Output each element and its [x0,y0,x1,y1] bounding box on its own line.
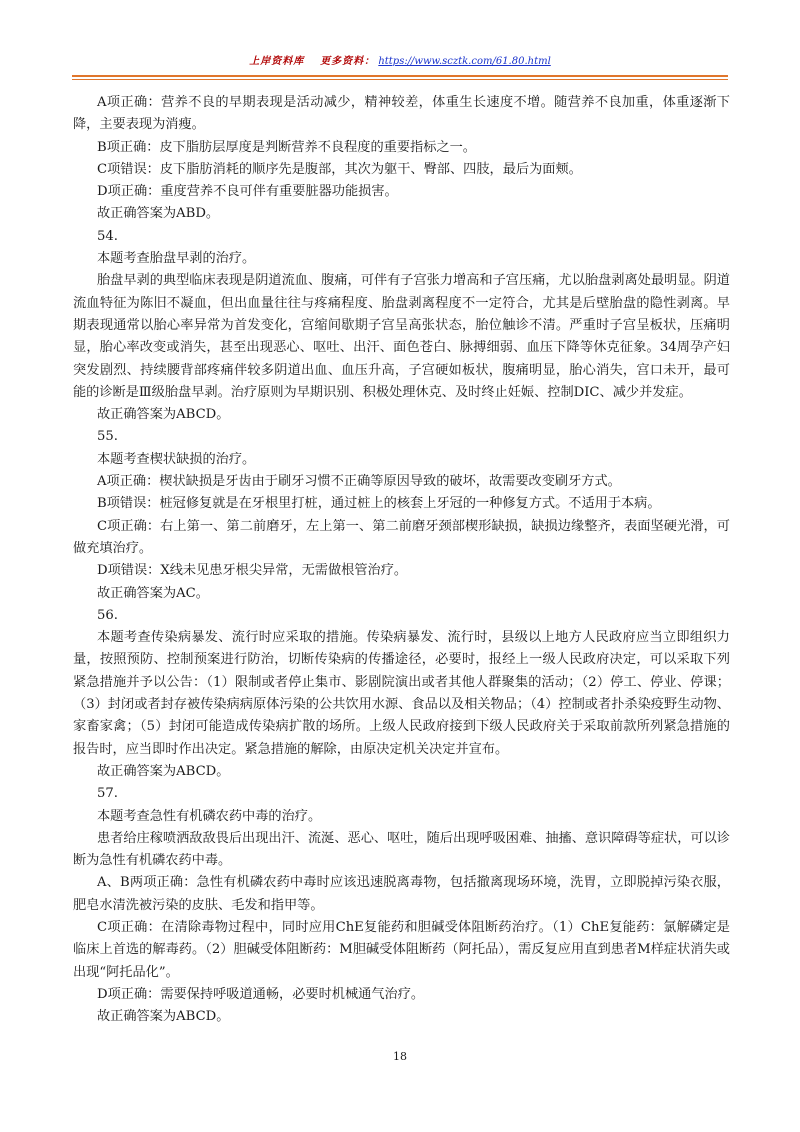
paragraph: 本题考查胎盘早剥的治疗。 [97,251,256,267]
page-content [73,92,730,1028]
paragraph: D项正确：需要保持呼吸道通畅，必要时机械通气治疗。 [97,986,425,1002]
paragraph: D项错误：X线未见患牙根尖异常，无需做根管治疗。 [97,563,408,579]
paragraph: 故正确答案为ABCD。 [97,763,230,779]
paragraph: 患者给庄稼喷洒敌敌畏后出现出汗、流涎、恶心、呕吐，随后出现呼吸困难、抽搐、意识障碍等症状，可以诊断为急性有机磷农药中毒。 [73,830,730,869]
paragraph: 故正确答案为ABCD。 [97,407,230,423]
question-number: 55. [97,429,118,445]
paragraph: B项正确：皮下脂肪层厚度是判断营养不良程度的重要指标之一。 [97,139,476,155]
page-header [0,52,800,67]
paragraph: A项正确：楔状缺损是牙齿由于刷牙习惯不正确等原因导致的破坏，故需要改变刷牙方式。 [97,474,621,490]
header-url-link[interactable]: https://www.scztk.com/61.80.html [378,56,551,67]
paragraph: 本题考查急性有机磷农药中毒的治疗。 [97,808,322,824]
paragraph: B项错误：桩冠修复就是在牙根里打桩，通过桩上的核套上牙冠的一种修复方式。不适用于本病。 [97,496,661,512]
paragraph: 故正确答案为AC。 [97,585,209,601]
header-more-label: 更多资料： [320,56,376,67]
question-number: 54. [97,228,118,244]
paragraph: 胎盘早剥的典型临床表现是阴道流血、腹痛，可伴有子宫张力增高和子宫压痛，尤以胎盘剥离处最明显。阴道流血特征为陈旧不凝血，但出血量往往与疼痛程度、胎盘剥离程度不一定符合，尤其是后壁胎盘的隐性剥离。早期表现通常以胎心率异常为首发变化，宫缩间歇期子宫呈高张状态，胎位触诊不清。严重时子宫呈板状，压痛明显，胎心率改变或消失，甚至出现恶心、呕吐、出汗、面色苍白、脉搏细弱、血压下降等休克征象。34周孕产妇突发剧烈、持续腰背部疼痛伴较多阴道出血、血压升高，子宫硬如板状，腹痛明显，胎心消失，宫口未开，最可能的诊断是Ⅲ级胎盘早剥。治疗原则为早期识别、积极处理休克、及时终止妊娠、控制DIC、减少并发症。 [73,273,730,400]
page-number: 18 [393,1050,407,1063]
paragraph: C项正确：在清除毒物过程中，同时应用ChE复能药和胆碱受体阻断药治疗。（1）ChE复能药：氯解磷定是临床上首选的解毒药。（2）胆碱受体阻断药：M胆碱受体阻断药（阿托品），需反复应用直到患者M样症状消失或出现“阿托品化”。 [73,919,730,980]
paragraph: 本题考查楔状缺损的治疗。 [97,451,256,467]
paragraph: C项正确：右上第一、第二前磨牙，左上第一、第二前磨牙颈部楔形缺损，缺损边缘整齐，表面坚硬光滑，可做充填治疗。 [73,518,730,556]
paragraph: A、B两项正确：急性有机磷农药中毒时应该迅速脱离毒物，包括撤离现场环境，洗胃，立即脱掉污染衣服，肥皂水清洗被污染的皮肤、毛发和指甲等。 [73,875,730,913]
question-number: 57. [97,786,118,802]
paragraph: C项错误：皮下脂肪消耗的顺序先是腹部，其次为躯干、臀部、四肢，最后为面颊。 [97,161,582,177]
paragraph: D项正确：重度营养不良可伴有重要脏器功能损害。 [97,184,398,200]
paragraph: A项正确：营养不良的早期表现是活动减少，精神较差，体重生长速度不增。随营养不良加重，体重逐渐下降，主要表现为消瘦。 [73,95,730,133]
paragraph: 故正确答案为ABD。 [97,206,220,222]
paragraph: 本题考查传染病暴发、流行时应采取的措施。传染病暴发、流行时，县级以上地方人民政府应当立即组织力量，按照预防、控制预案进行防治，切断传染病的传播途径，必要时，报经上一级人民政府决定，可以采取下列紧急措施并予以公告：（1）限制或者停止集市、影剧院演出或者其他人群聚集的活动；（2）停工、停业、停课；（3）封闭或者封存被传染病病原体污染的公共饮用水源、食品以及相关物品；（4）控制或者扑杀染疫野生动物、家畜家禽；（5）封闭可能造成传染病扩散的场所。上级人民政府接到下级人民政府关于采取前款所列紧急措施的报告时，应当即时作出决定。紧急措施的解除，由原决定机关决定并宣布。 [73,630,730,757]
question-number: 56. [97,607,118,623]
header-brand: 上岸资料库 [249,56,305,67]
paragraph: 故正确答案为ABCD。 [97,1009,230,1025]
